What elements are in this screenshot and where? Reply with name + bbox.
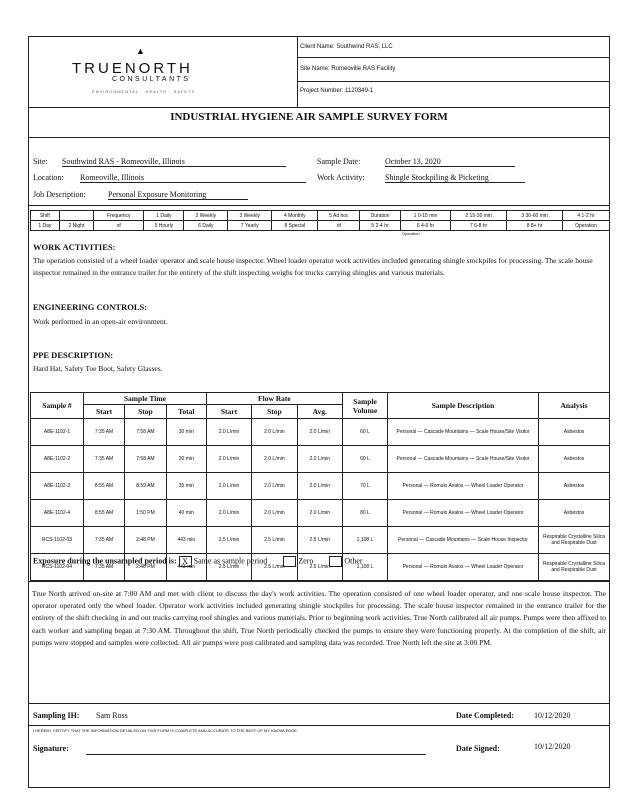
cell: 2.5 L/min — [297, 527, 342, 554]
narrative-bottom-rule — [29, 703, 609, 704]
zero-checkbox[interactable] — [283, 556, 296, 567]
other-option: Other — [344, 556, 363, 566]
cell: Respirable Crystalline Silica and Respirable Dust — [539, 554, 610, 581]
col-analysis: Analysis — [539, 393, 610, 419]
cell: 7:35 AM — [84, 446, 125, 473]
cell: Asbestos — [539, 473, 610, 500]
cell: Personal — Romulo Avalos — Wheel Loader Operator — [388, 554, 539, 581]
freq-cell: 5 2-4 hr — [360, 221, 401, 231]
cell: Personal — Cascade Mountains — Scale House/Site Visitor — [388, 419, 539, 446]
col-total: Total — [166, 405, 206, 419]
freq-cell: of — [318, 221, 360, 231]
cell: 443 min — [166, 554, 206, 581]
frequency-table — [30, 210, 610, 231]
cell: 2.5 L/min — [206, 554, 251, 581]
sampling-label: Sampling IH: — [33, 711, 80, 720]
sample-table — [30, 392, 610, 581]
cell: 1,108 L — [343, 527, 388, 554]
date-label: Sample Date: — [317, 157, 361, 166]
freq-cell: 2 15-30 min — [451, 211, 507, 221]
col-stop: Stop — [125, 405, 167, 419]
freq-cell: 5 Hourly — [144, 221, 184, 231]
job-value: Personal Exposure Monitoring — [108, 190, 248, 200]
col-start: Start — [84, 405, 125, 419]
freq-cell: 7 Yearly — [228, 221, 272, 231]
cell: 40 min — [166, 500, 206, 527]
same-option: Same as sample period — [193, 556, 268, 566]
date-value: October 13, 2020 — [385, 157, 515, 167]
eng-text: Work performed in an open-air environment. — [33, 317, 168, 326]
cell: 80 L — [343, 500, 388, 527]
cell: Asbestos — [539, 446, 610, 473]
cell: 2.0 L/min — [252, 500, 297, 527]
duration-word: Operation — [402, 231, 420, 236]
freq-cell: 5 Ad hoc — [318, 211, 360, 221]
freq-cell: Shift — [31, 211, 60, 221]
freq-cell: 2 Weekly — [184, 211, 228, 221]
activity-label: Work Activity: — [317, 173, 365, 182]
freq-cell: 3 30-60 min — [507, 211, 563, 221]
exposure-label: Exposure during the unsampled period is: — [33, 556, 177, 566]
cell: Personal — Romulo Avalos — Wheel Loader Operator — [388, 473, 539, 500]
header-divider — [297, 37, 298, 107]
table-row — [31, 500, 610, 527]
freq-cell: 7 6-8 hr — [451, 221, 507, 231]
cell: 2.5 L/min — [252, 527, 297, 554]
work-text: The operation consisted of a wheel loader operator and scale house inspector. Wheel loader operator work activities included generating shingle stockpiles for processing. The scale house inspector remained in the entrance trailer for the entirety of the shift inspecting weighs for trucks carrying shingles and various materials. — [33, 256, 593, 277]
freq-cell: 1 0-15 min — [400, 211, 450, 221]
freq-cell — [59, 211, 93, 221]
cell: RCS-1102-04 — [31, 554, 84, 581]
table-row — [31, 527, 610, 554]
work-heading: WORK ACTIVITIES: — [33, 242, 116, 252]
site-label: Site: — [33, 157, 48, 166]
cell: 2.5 L/min — [297, 554, 342, 581]
cell: Asbestos — [539, 500, 610, 527]
cell: A8E-1102-1 — [31, 419, 84, 446]
col-description: Sample Description — [388, 393, 539, 419]
client-name: Client Name: Southwind RAS, LLC — [300, 44, 393, 50]
signature-label: Signature: — [33, 744, 69, 753]
cell: Asbestos — [539, 419, 610, 446]
cell: 35 min — [166, 473, 206, 500]
cell: 7:58 AM — [125, 446, 167, 473]
signed-value: 10/12/2020 — [534, 742, 571, 751]
logo-wordmark: TRUENORTH — [72, 60, 193, 77]
cell: RCS-1102-03 — [31, 527, 84, 554]
freq-cell: 1 Day — [31, 221, 60, 231]
activity-value: Shingle Stockpiling & Picketing — [385, 173, 525, 183]
completed-label: Date Completed: — [456, 711, 514, 720]
header-rule — [297, 57, 609, 58]
cell: 2.0 L/min — [297, 500, 342, 527]
cell: 7:35 AM — [84, 554, 125, 581]
title-bottom-rule — [29, 137, 609, 138]
cell: 8:55 AM — [84, 500, 125, 527]
cell: 2.0 L/min — [206, 500, 251, 527]
sampling-bottom-rule — [29, 725, 609, 726]
table-bottom-rule — [29, 581, 609, 582]
cell: 8:55 AM — [84, 473, 125, 500]
col-avg: Avg. — [297, 405, 342, 419]
ppe-text: Hard Hat, Safety Toe Boot, Safety Glasses. — [33, 364, 163, 373]
cell: Personal — Cascade Mountains — Scale House Inspector — [388, 527, 539, 554]
job-label: Job Description: — [33, 190, 86, 199]
sampling-value: Sam Ross — [96, 711, 128, 720]
certify-text: I HEREBY CERTIFY THAT THE INFORMATION DETAILED ON THIS FORM IS COMPLETE AND ACCURATE TO THE BEST OF MY KNOWLEDGE. — [33, 728, 299, 733]
project-number: Project Number: 1120349-1 — [300, 88, 374, 94]
cell: 60 L — [343, 446, 388, 473]
cell: A8E-1102-2 — [31, 446, 84, 473]
header-rule — [297, 81, 609, 82]
freq-cell: 8 8+ hr — [507, 221, 563, 231]
cell: 1,108 L — [343, 554, 388, 581]
logo-subtitle: CONSULTANTS — [112, 76, 191, 83]
info-bottom-rule — [29, 205, 609, 206]
cell: 2:48 PM — [125, 554, 167, 581]
cell: 2:48 PM — [125, 527, 167, 554]
cell: 2.0 L/min — [252, 473, 297, 500]
cell: Personal — Romulo Avalos — Wheel Loader Operator — [388, 500, 539, 527]
cell: 2.0 L/min — [252, 446, 297, 473]
same-checkbox[interactable]: X — [179, 556, 192, 567]
freq-cell: 4 1-2 hr — [563, 211, 610, 221]
cell: 2.0 L/min — [252, 419, 297, 446]
freq-cell: Duration — [360, 211, 401, 221]
cell: 2.5 L/min — [206, 527, 251, 554]
freq-cell: 8 Special — [272, 221, 318, 231]
cell: A8E-1102-3 — [31, 473, 84, 500]
cell: Respirable Crystalline Silica and Respirable Dust — [539, 527, 610, 554]
ppe-heading: PPE DESCRIPTION: — [33, 350, 114, 360]
cell: 8:59 AM — [125, 473, 167, 500]
cell: 2.0 L/min — [206, 446, 251, 473]
freq-cell: Frequency — [94, 211, 144, 221]
cell: 2.0 L/min — [206, 473, 251, 500]
eng-heading: ENGINEERING CONTROLS: — [33, 302, 148, 312]
signed-label: Date Signed: — [456, 744, 500, 753]
cell: 70 L — [343, 473, 388, 500]
col-sample: Sample # — [31, 393, 84, 419]
logo-mark-icon: ▲ — [136, 46, 145, 56]
cell: 30 min — [166, 419, 206, 446]
freq-cell: 6 Daily — [184, 221, 228, 231]
cell: 7:35 AM — [84, 527, 125, 554]
form-title: INDUSTRIAL HYGIENE AIR SAMPLE SURVEY FORM — [170, 111, 448, 123]
cell: 2.0 L/min — [297, 419, 342, 446]
col-volume: Sample Volume — [343, 393, 388, 419]
site-value: Southwind RAS - Romeoville, Illinois — [62, 157, 286, 167]
freq-cell: 3 Weekly — [228, 211, 272, 221]
zero-option: Zero — [298, 556, 314, 566]
site-name: Site Name: Romeoville RAS Facility — [300, 66, 396, 72]
logo-tagline: ENVIRONMENTAL · HEALTH · SAFETY — [92, 89, 196, 94]
other-checkbox[interactable] — [329, 556, 342, 567]
location-value: Romeoville, Illinois — [80, 173, 306, 183]
cell: 2.0 L/min — [206, 419, 251, 446]
col-flow-stop: Stop — [252, 405, 297, 419]
header-bottom-rule — [29, 107, 609, 108]
freq-cell: 4 Monthly — [272, 211, 318, 221]
cell: 30 min — [166, 446, 206, 473]
table-row — [31, 419, 610, 446]
cell: 2.0 L/min — [297, 446, 342, 473]
completed-value: 10/12/2020 — [534, 711, 571, 720]
cell: 1:50 PM — [125, 500, 167, 527]
col-time: Sample Time — [84, 393, 207, 405]
freq-cell: Operation — [563, 221, 610, 231]
col-flow: Flow Rate — [206, 393, 342, 405]
cell: Personal — Cascade Mountains — Scale House/Site Visitor — [388, 446, 539, 473]
col-flow-start: Start — [206, 405, 251, 419]
freq-cell: 2 Night — [59, 221, 93, 231]
cell: 2.0 L/min — [297, 473, 342, 500]
freq-cell: of — [94, 221, 144, 231]
signature-line — [86, 754, 426, 755]
cell: 7:35 AM — [84, 419, 125, 446]
narrative-text: True North arrived on-site at 7:00 AM and met with client to discuss the day's work activities. The operation consisted of one wheel loader operator, and one scale house inspector. The operator operated only the wheel loader. Operator work activities included generating shingle stockpiles for processing. The scale house inspector remained in the entrance trailer for the entirety of the shift checking in and out trucks carrying roof shingles and various materials. Prior to beginning work activities, True North calibrated all air pumps. Pumps were then affixed to each worker and sampling began at 7:30 AM. Throughout the shift, True North periodically checked the pumps to ensure they were functioning properly. At the completion of the shift, air pumps were stopped and samples were collected. All air pumps were post calibrated and sampling data was recorded. True North left the site at 3:00 PM. — [32, 589, 606, 647]
cell: 2.5 L/min — [252, 554, 297, 581]
exposure-row — [33, 556, 363, 567]
cell: 443 min — [166, 527, 206, 554]
location-label: Location: — [33, 173, 64, 182]
cell: A8E-1102-4 — [31, 500, 84, 527]
cell: 60 L — [343, 419, 388, 446]
table-row — [31, 446, 610, 473]
freq-cell: 6 4-6 hr — [400, 221, 450, 231]
table-row — [31, 473, 610, 500]
freq-cell: 1 Daily — [144, 211, 184, 221]
cell: 7:58 AM — [125, 419, 167, 446]
